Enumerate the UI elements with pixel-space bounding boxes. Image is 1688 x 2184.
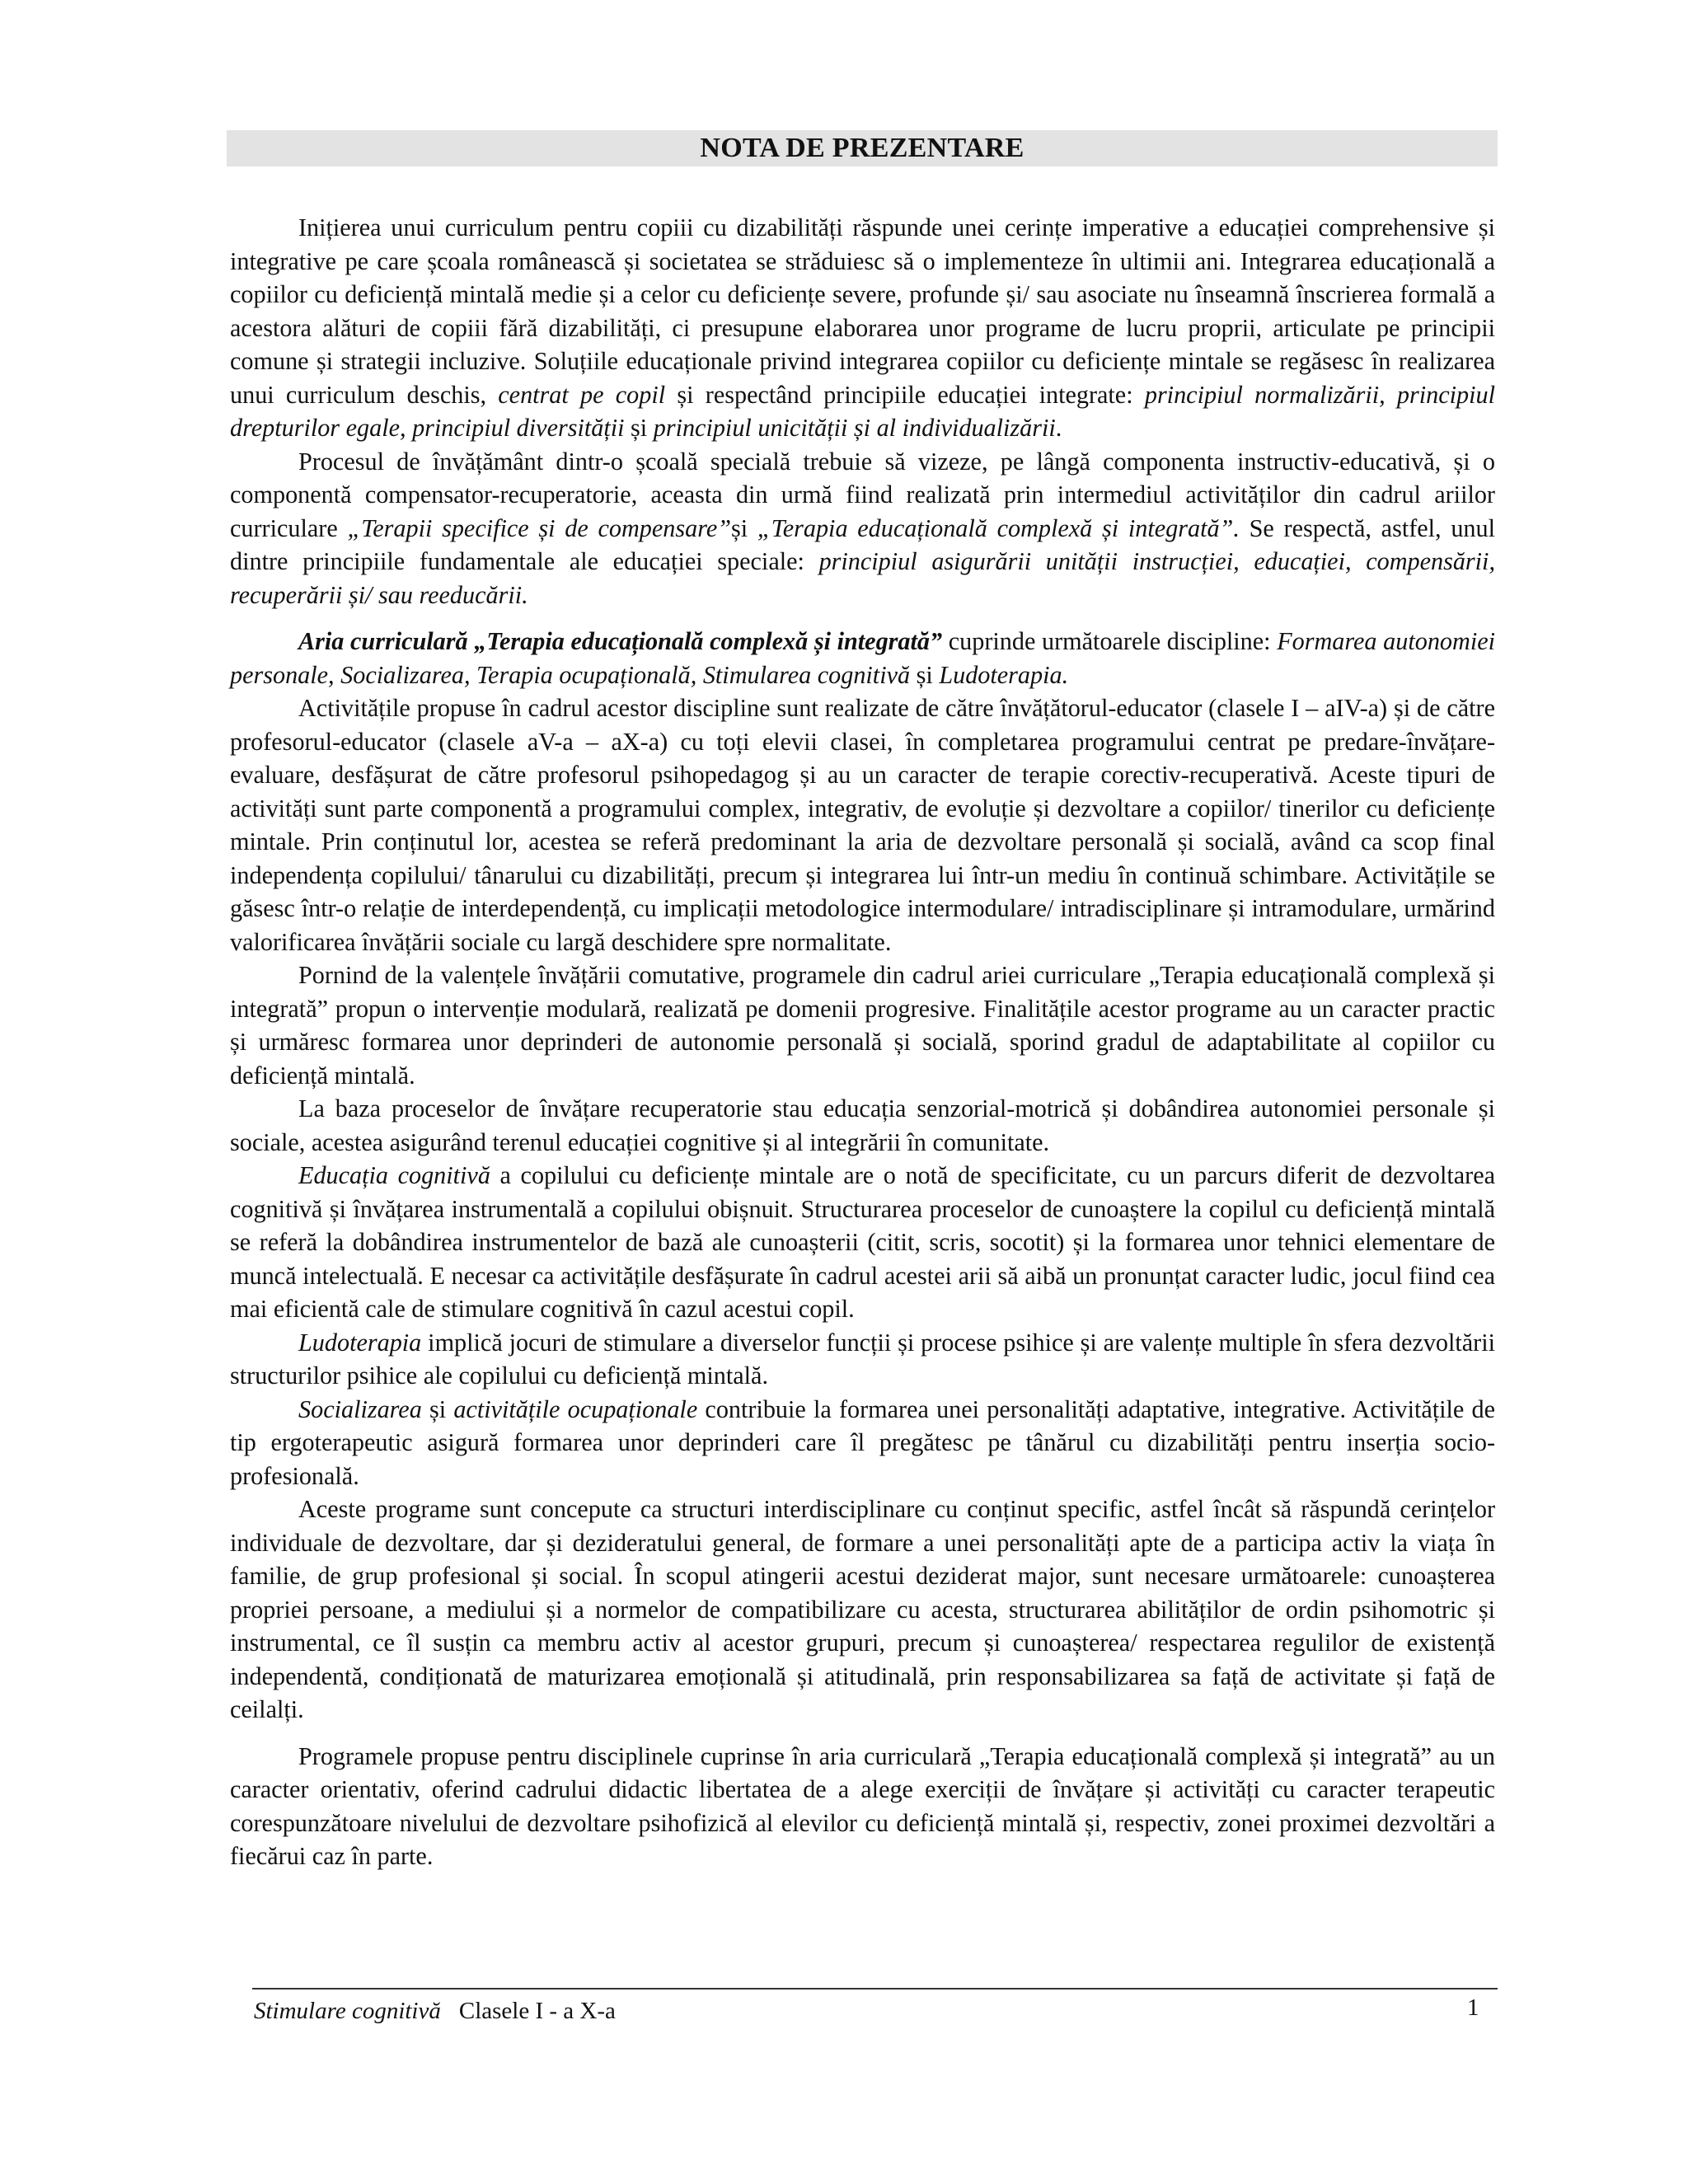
paragraph-1-italic-1: centrat pe copil [498,380,666,409]
paragraph-3-italic-2: Ludoterapia. [939,660,1069,689]
paragraph-1-text-4: . [1055,414,1062,442]
page-number: 1 [1467,1994,1479,2021]
paragraph-9-italic-2: activitățile ocupaționale [453,1394,698,1423]
paragraph-11: Programele propuse pentru disciplinele cuprinse în aria curriculară „Terapia educațională complexă și integrată” au un caracter orientativ, oferind cadrului didactic libertatea de a alege exerciții de învățare și activități cu caracter terapeutic corespunzătoare nivelului de dezvoltare psihofizică al elevilor cu deficiență mintală și, respectiv, zonei proximei dezvoltări a fiecărui caz în parte. [230,1741,1495,1870]
paragraph-2-italic-1: „Terapii specifice și de compensare” [347,513,732,542]
paragraph-4: Activitățile propuse în cadrul acestor discipline sunt realizate de către învățătorul-educator (clasele I – aIV-a) și de către profesorul-educator (clasele aV-a – aX-a) cu toți elevii clasei, în completarea programului centrat pe predare-învățare-evaluare, desfășurat de către profesorul psihopedagog și au un caracter de terapie corectiv-recuperativă. Aceste tipuri de activități sunt parte componentă a programului complex, integrativ, de evoluție și dezvoltare a copiilor/ tinerilor cu deficiențe mintale. Prin conținutul lor, acestea se referă predominant la aria de dezvoltare personală și socială, având ca scop final independența copilului/ tânarului cu dizabilități, precum și integrarea lui într-un mediu în continuă schimbare. Activitățile se găsesc într-o relație de interdependență, cu implicații metodologice intermodulare/ intradisciplinare și intramodulare, urmărind valorificarea învățării sociale cu largă deschidere spre normalitate. [230,694,1495,956]
paragraph-2 [230,445,1495,612]
paragraph-1-text-2: și respectând principiile educației integrate: [665,380,1145,409]
paragraph-7-text: a copilului cu deficiențe mintale are o notă de specificitate, cu un parcurs diferit de dezvoltarea cognitivă și învățarea instrumentală a copilului obișnuit. Structurarea proceselor de cunoaștere la copilul cu deficiență mintală se referă la dobândirea instrumentelor de bază ale cunoașterii (citit, scris, socotit) și la formarea unor tehnici elementare de muncă intelectuală. E necesar ca activitățile desfășurate în cadrul acestei arii să aibă un pronunțat caracter ludic, jocul fiind cea mai eficientă cale de stimulare cognitivă în cazul acestui copil. [230,1161,1495,1323]
paragraph-8-text: implică jocuri de stimulare a diverselor funcții și procese psihice și are valențe multiple în sfera dezvoltării structurilor psihice ale copilului cu deficiență mintală. [230,1328,1495,1390]
footer-divider [252,1988,1498,1990]
paragraph-3-italic-1: Formarea autonomiei personale, Socializarea, Terapia ocupațională, Stimularea cognitivă [230,627,1495,689]
paragraph-2-italic-3: principiul asigurării unității instrucției, educației, compensării, recuperării și/ sau reeducării. [230,547,1495,609]
paragraph-8-italic: Ludoterapia [298,1328,422,1357]
paragraph-2-text: Procesul de învățământ dintr-o școală specială trebuie să vizeze, pe lângă componenta instructiv-educativă, și o componentă compensator-recuperatorie, aceasta din urmă fiind realizată prin intermediul activităților din cadrul ariilor curriculare [230,447,1495,542]
paragraph-9-italic-1: Socializarea [298,1394,422,1423]
footer-running-title [254,1996,616,2026]
paragraph-9-text: și [421,1394,454,1423]
paragraph-3-text-2: și [910,660,940,689]
document-body [230,211,1495,1873]
paragraph-9 [230,1393,1495,1493]
paragraph-7-italic: Educația cognitivă [298,1161,490,1189]
footer-classes: Clasele I - a X-a [458,1998,616,2024]
paragraph-3 [230,625,1495,691]
paragraph-1-italic-2: principiul normalizării, principiul drepturilor egale, principiul diversității [230,380,1495,442]
paragraph-2-text-2: și [731,513,757,542]
paragraph-3-text: cuprinde următoarele discipline: [942,627,1278,655]
paragraph-1-text-3: și [624,414,654,442]
paragraph-7 [230,1159,1495,1326]
paragraph-1-text: Inițierea unui curriculum pentru copiii cu dizabilități răspunde unei cerințe imperative a educației comprehensive și integrative pe care școala românească și societatea se străduiesc să o implementeze în ultimii ani. Integrarea educațională a copiilor cu deficiență mintală medie și a celor cu deficiențe severe, profunde și/ sau asociate nu înseamnă înscrierea formală a acestora alături de copiii fără dizabilități, ci presupune elaborarea unor programe de lucru proprii, articulate pe principii comune și strategii incluzive. Soluțiile educaționale privind integrarea copiilor cu deficiențe mintale se regăsesc în realizarea unui curriculum deschis, [230,213,1495,409]
paragraph-5: Pornind de la valențele învățării comutative, programele din cadrul ariei curriculare „Terapia educațională complexă și integrată” propun o intervenție modulară, realizată pe domenii progresive. Finalitățile acestor programe au un caracter practic și urmăresc formarea unor deprinderi de autonomie personală și socială, sporind gradul de adaptabilitate al copiilor cu deficiență mintală. [230,961,1495,1090]
paragraph-2-text-3: Se respectă, astfel, unul dintre principiile fundamentale ale educației speciale: [230,513,1495,575]
footer-subject: Stimulare cognitivă [254,1998,441,2024]
page-title: NOTA DE PREZENTARE [700,133,1025,163]
paragraph-9-text-2: contribuie la formarea unei personalități adaptative, integrative. Activitățile de tip ergoterapeutic asigură formarea unor deprinderi care îl pregătesc pe tânărul cu dizabilități pentru inserția socio-profesională. [230,1394,1496,1490]
paragraph-6: La baza proceselor de învățare recuperatorie stau educația senzorial-motrică și dobândirea autonomiei personale și sociale, acestea asigurând terenul educației cognitive și al integrării în comunitate. [230,1094,1495,1156]
paragraph-3-bold-italic: Aria curriculară „Terapia educațională complexă și integrată” [298,627,943,655]
paragraph-2-italic-2: „Terapia educațională complexă și integrată”. [757,513,1240,542]
paragraph-1 [230,211,1495,445]
paragraph-8 [230,1326,1495,1393]
paragraph-10: Aceste programe sunt concepute ca structuri interdisciplinare cu conținut specific, astfel încât să răspundă cerințelor individuale de dezvoltare, dar și dezideratului general, de formare a unei personalități apte de a participa activ la viața în familie, de grup profesional și social. În scopul atingerii acestui deziderat major, sunt necesare următoarele: cunoașterea propriei persoane, a mediului și a normelor de compatibilizare cu acesta, structurarea abilităților de ordin psihomotric și instrumental, ce îl susțin ca membru activ al acestor grupuri, precum și cunoașterea/ respectarea regulilor de existență independentă, condiționată de maturizarea emoțională și atitudinală, prin responsabilizarea sa față de activitate și față de ceilalți. [230,1495,1495,1723]
paragraph-1-italic-3: principiul unicității și al individualizării [653,414,1056,442]
